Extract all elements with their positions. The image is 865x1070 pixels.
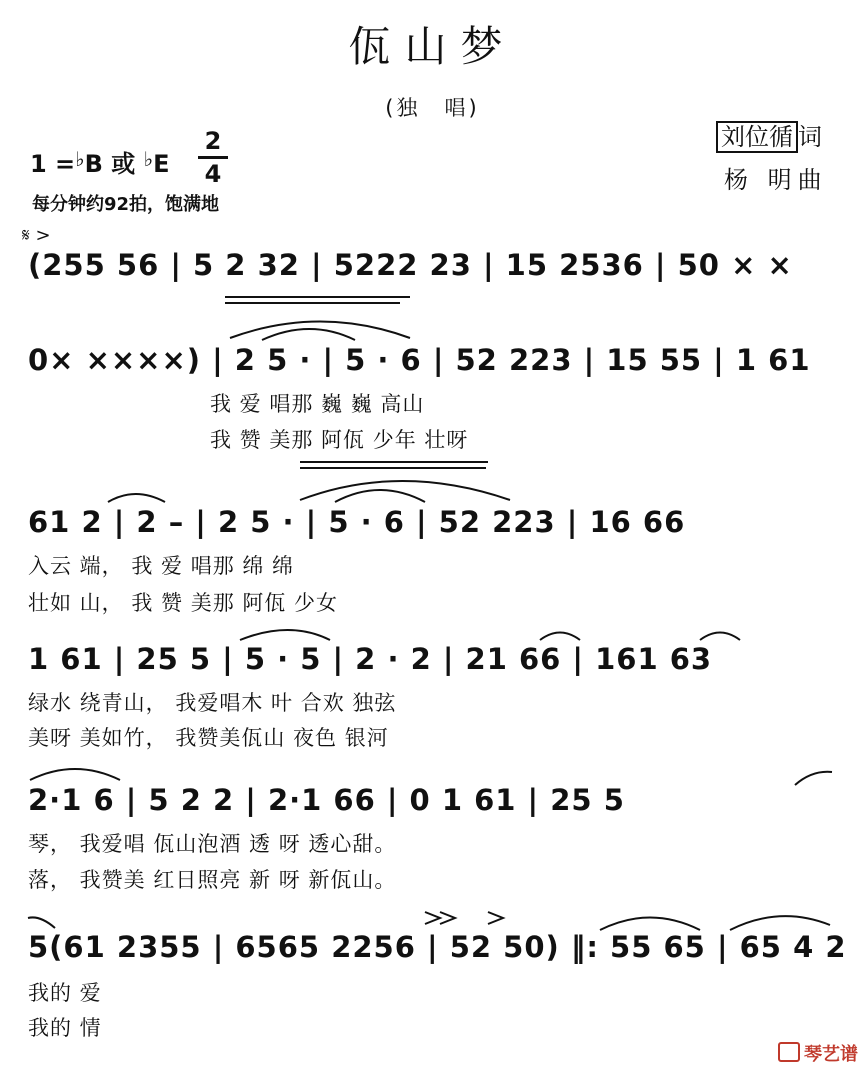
lyric-line-6b: 我的 情 xyxy=(28,1016,102,1040)
lyric-line-4b: 美呀 美如竹， 我赞美佤山 夜色 银河 xyxy=(28,726,389,750)
slur-mark xyxy=(30,769,120,780)
composer-credit: 杨 明曲 xyxy=(724,166,828,194)
key-signature: 1 =♭B 或 ♭E xyxy=(30,147,170,178)
slur-mark xyxy=(730,916,830,930)
tempo-marking: 每分钟约92拍，饱满地 xyxy=(32,194,220,215)
lyric-line-2a: 我 爱 唱那 巍 巍 高山 xyxy=(210,392,425,416)
lyricist-credit: 刘位循 词 xyxy=(716,117,822,152)
lyric-line-5b: 落， 我赞美 红日照亮 新 呀 新佤山。 xyxy=(28,868,397,892)
slur-mark xyxy=(300,481,510,500)
time-signature-bottom: 4 xyxy=(204,160,222,188)
notation-line-4: 1 61 | 25 5 | 5 · 5 | 2 · 2 | 21 66 | 161 63 xyxy=(28,642,713,676)
lyric-line-2b: 我 赞 美那 阿佤 少年 壮呀 xyxy=(210,428,469,452)
lyric-line-6a: 我的 爱 xyxy=(28,981,102,1005)
lyricist-name: 刘位循 xyxy=(716,121,798,153)
notation-line-6: 5(61 2355 | 6565 2256 | 52 50) ‖: 55 65 | 65 4 2 xyxy=(28,930,847,964)
tie-mark xyxy=(108,494,165,502)
lyric-line-3a: 入云 端， 我 爱 唱那 绵 绵 xyxy=(28,554,295,578)
notation-line-1: (255 56 | 5 2 32 | 5222 23 | 15 2536 | 50 × × xyxy=(28,248,793,282)
time-signature-top: 2 xyxy=(204,127,222,155)
tie-mark xyxy=(28,917,55,928)
accent-mark xyxy=(488,912,503,924)
performance-style: (独 唱) xyxy=(385,96,480,120)
lyric-line-4a: 绿水 绕青山， 我爱唱木 叶 合欢 独弦 xyxy=(28,691,397,715)
song-title: 佤山梦 xyxy=(348,22,517,71)
accent-mark xyxy=(425,912,440,924)
tie-mark xyxy=(240,630,330,640)
tie-mark xyxy=(795,772,832,785)
lyric-line-5a: 琴， 我爱唱 佤山泡酒 透 呀 透心甜。 xyxy=(28,832,397,856)
slur-mark xyxy=(600,918,700,931)
slur-mark xyxy=(262,329,355,340)
notation-line-2: 0× ××××) | 2 5 · | 5 · 6 | 52 223 | 15 55 | 1 61 xyxy=(28,343,811,377)
slur-mark xyxy=(700,633,740,641)
site-watermark: 琴艺谱 xyxy=(778,1040,858,1066)
slur-mark xyxy=(540,633,580,641)
watermark-logo-icon xyxy=(778,1042,800,1062)
notation-line-3: 61 2 | 2 – | 2 5 · | 5 · 6 | 52 223 | 16 66 xyxy=(28,505,686,539)
lyric-line-3b: 壮如 山， 我 赞 美那 阿佤 少女 xyxy=(28,591,339,615)
segno-icon: 𝄋 > xyxy=(22,225,51,246)
notation-line-5: 2·1 6 | 5 2 2 | 2·1 66 | 0 1 61 | 25 5 xyxy=(28,783,625,817)
slur-mark xyxy=(335,490,425,502)
